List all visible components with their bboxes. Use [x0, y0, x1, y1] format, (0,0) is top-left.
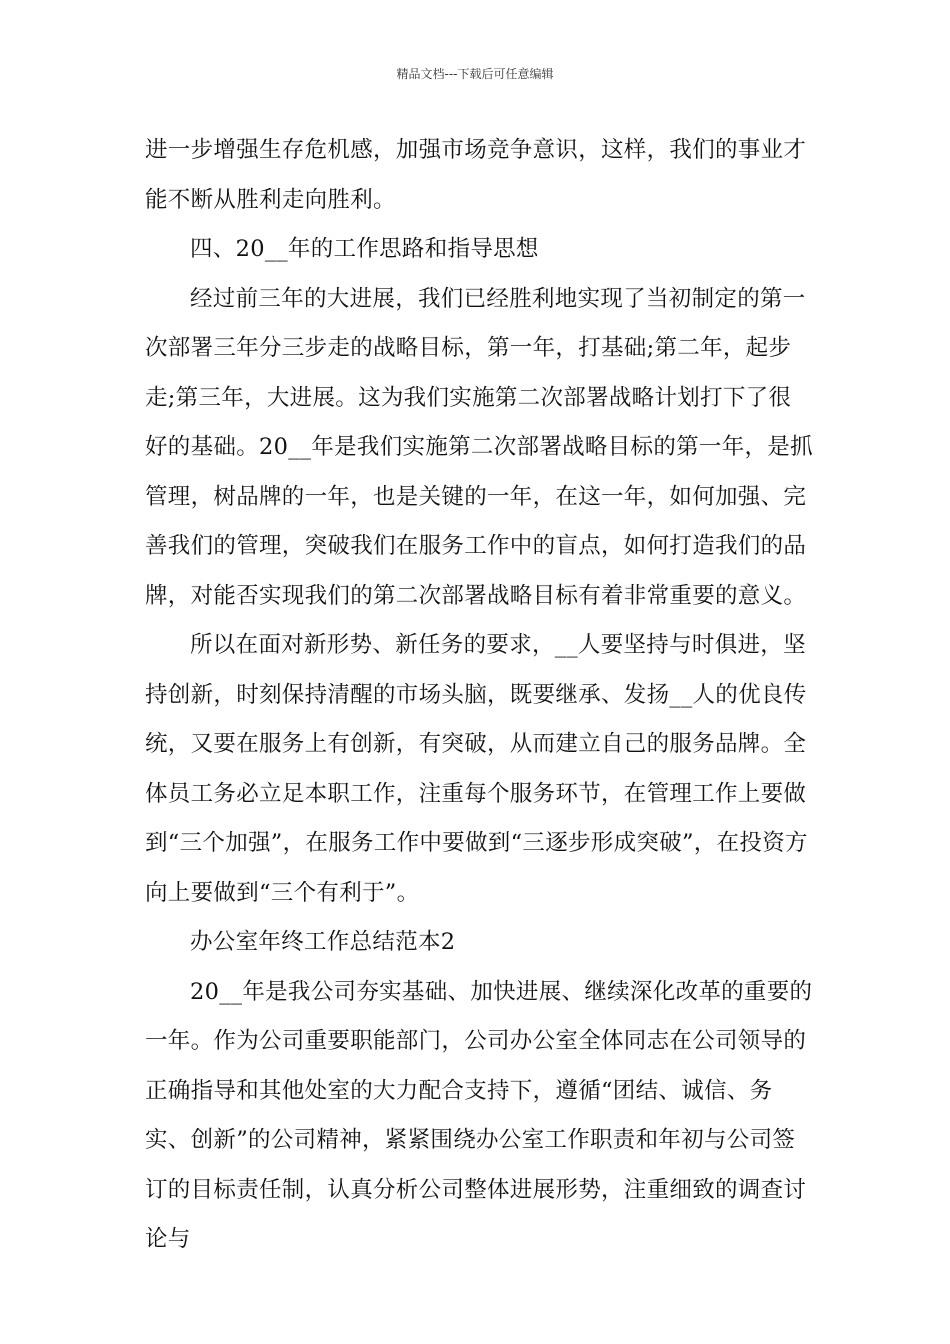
document-body — [145, 126, 813, 1265]
section-heading: 四、20__年的工作思路和指导思想 — [190, 236, 539, 262]
paragraph: 20__年是我公司夯实基础、加快进展、继续深化改革的重要的一年。作为公司重要职能部门，公司办公室全体同志在公司领导的正确指导和其他处室的大力配合支持下，遵循“团结、诚信、务实、创新”的公司精神，紧紧围绕办公室工作职责和年初与公司签订的目标责任制，认真分析公司整体进展形势，注重细致的调查讨论与 — [145, 978, 813, 1252]
paragraph: 经过前三年的大进展，我们已经胜利地实现了当初制定的第一次部署三年分三步走的战略目标，第一年，打基础;第二年，起步走;第三年，大进展。这为我们实施第二次部署战略计划打下了很好的基础。20__年是我们实施第二次部署战略目标的第一年，是抓管理，树品牌的一年，也是关键的一年，在这一年，如何加强、完善我们的管理，突破我们在服务工作中的盲点，如何打造我们的品牌，对能否实现我们的第二次部署战略目标有着非常重要的意义。 — [145, 285, 813, 609]
paragraph: 所以在面对新形势、新任务的要求，__人要坚持与时俱进，坚持创新，时刻保持清醒的市场头脑，既要继承、发扬__人的优良传统，又要在服务上有创新，有突破，从而建立自己的服务品牌。全体员工务必立足本职工作，注重每个服务环节，在管理工作上要做到“三个加强”，在服务工作中要做到“三逐步形成突破”，在投资方向上要做到“三个有利于”。 — [145, 632, 808, 906]
page-header: 精品文档---下载后可任意编辑 — [396, 67, 554, 81]
section-title: 办公室年终工作总结范本2 — [190, 929, 456, 955]
paragraph: 进一步增强生存危机感，加强市场竞争意识，这样，我们的事业才能不断从胜利走向胜利。 — [145, 137, 807, 213]
